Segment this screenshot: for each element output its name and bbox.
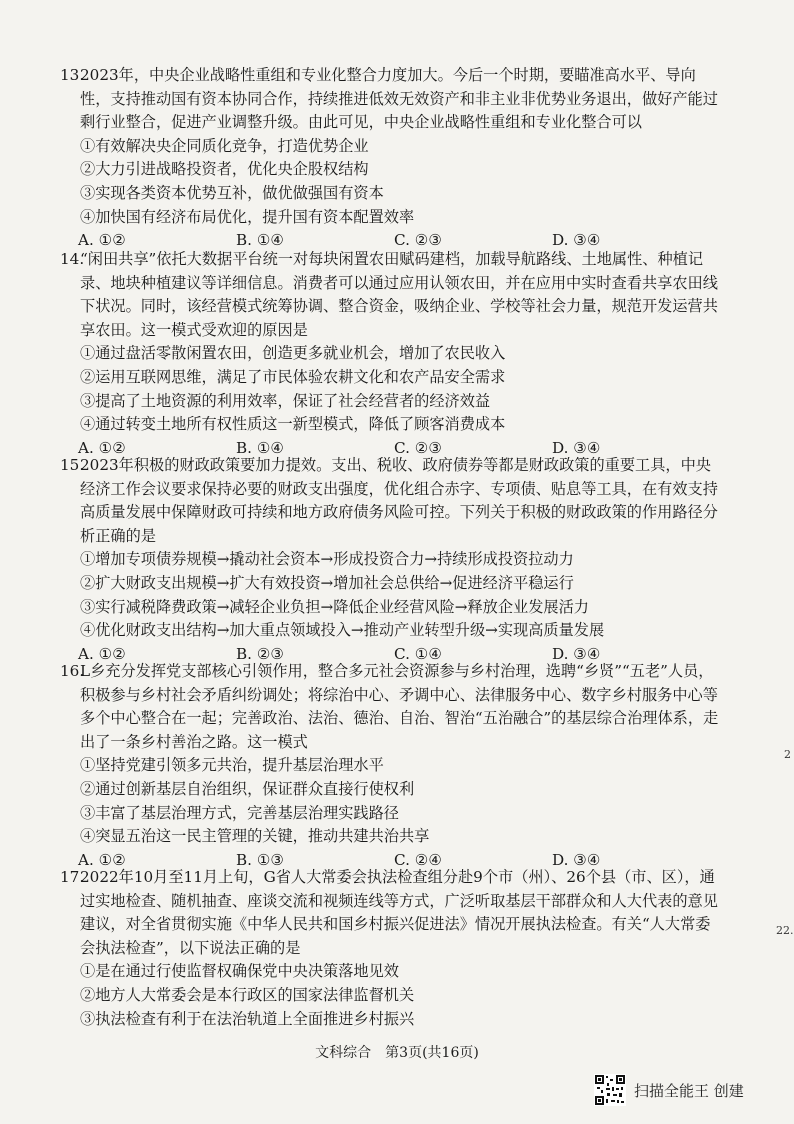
choice-a: A. ①② bbox=[78, 850, 126, 869]
qr-code-icon bbox=[594, 1074, 626, 1106]
question-14 bbox=[60, 248, 720, 460]
choice-d: D. ③④ bbox=[552, 644, 601, 663]
choice-c: C. ②③ bbox=[394, 231, 442, 250]
question-number: 13. bbox=[60, 66, 85, 84]
question-13 bbox=[60, 64, 720, 253]
question-number: 14. bbox=[60, 250, 85, 268]
question-number: 17. bbox=[60, 868, 85, 886]
choice-d: D. ③④ bbox=[552, 438, 601, 457]
watermark-text: 扫描全能王 创建 bbox=[634, 1081, 744, 1100]
question-stem: 2023年，中央企业战略性重组和专业化整合力度加大。今后一个时期，要瞄准高水平、导向性，支持推动国有资本协同合作，持续推进低效无效资产和非主业非优势业务退出，做好产能过剩行业整合，促进产业调整升级。由此可见，中央企业战略性重组和专业化整合可以 bbox=[80, 66, 718, 132]
choice-c: C. ②④ bbox=[394, 850, 442, 869]
option-3: ③丰富了基层治理方式，完善基层治理实践路径 bbox=[80, 803, 399, 822]
margin-mark: 2 bbox=[784, 748, 791, 761]
option-2: ②地方人大常委会是本行政区的国家法律监督机关 bbox=[80, 985, 415, 1004]
option-1: ①坚持党建引领多元共治，提升基层治理水平 bbox=[80, 756, 384, 775]
page-footer: 文科综合 第3页(共16页) bbox=[315, 1045, 479, 1061]
option-1: ①有效解决央企同质化竞争，打造优势企业 bbox=[80, 136, 369, 155]
question-stem: 2023年积极的财政政策要加力提效。支出、税收、政府债券等都是财政政策的重要工具，中央经济工作会议要求保持必要的财政支出强度，优化组合赤字、专项债、贴息等工具，在有效支持高质量发展中保障财政可持续和地方政府债务风险可控。下列关于积极的财政政策的作用路径分析正确的是 bbox=[80, 456, 718, 545]
option-4: ④优化财政支出结构→加大重点领域投入→推动产业转型升级→实现高质量发展 bbox=[80, 621, 605, 640]
question-15 bbox=[60, 454, 720, 666]
option-4: ④加快国有经济布局优化，提升国有资本配置效率 bbox=[80, 207, 415, 226]
option-4: ④突显五治这一民主管理的关键，推动共建共治共享 bbox=[80, 827, 430, 846]
choice-a: A. ①② bbox=[78, 644, 126, 663]
option-2: ②运用互联网思维，满足了市民体验农耕文化和农产品安全需求 bbox=[80, 367, 506, 386]
option-3: ③实行减税降费政策→减轻企业负担→降低企业经营风险→释放企业发展活力 bbox=[80, 597, 589, 616]
choice-b: B. ①③ bbox=[236, 850, 285, 869]
question-number: 16. bbox=[60, 662, 85, 680]
choice-a: A. ①② bbox=[78, 231, 126, 250]
option-1: ①是在通过行使监督权确保党中央决策落地见效 bbox=[80, 962, 399, 981]
option-1: ①通过盘活零散闲置农田，创造更多就业机会，增加了农民收入 bbox=[80, 344, 506, 363]
choice-b: B. ②③ bbox=[236, 644, 285, 663]
choice-c: C. ②③ bbox=[394, 438, 442, 457]
option-3: ③实现各类资本优势互补，做优做强国有资本 bbox=[80, 183, 384, 202]
margin-mark: 22. bbox=[776, 924, 794, 937]
question-number: 15. bbox=[60, 456, 85, 474]
option-2: ②扩大财政支出规模→扩大有效投资→增加社会总供给→促进经济平稳运行 bbox=[80, 573, 574, 592]
scanner-watermark bbox=[594, 1074, 744, 1106]
option-3: ③执法检查有利于在法治轨道上全面推进乡村振兴 bbox=[80, 1009, 415, 1028]
choice-d: D. ③④ bbox=[552, 231, 601, 250]
choice-b: B. ①④ bbox=[236, 231, 285, 250]
question-stem: L乡充分发挥党支部核心引领作用，整合多元社会资源参与乡村治理，选聘“乡贤”“五老”人员，积极参与乡村社会矛盾纠纷调处；将综治中心、矛调中心、法律服务中心、数字乡村服务中心等多个中心整合在一起；完善政治、法治、德治、自治、智治“五治融合”的基层综合治理体系，走出了一条乡村善治之路。这一模式 bbox=[80, 662, 719, 751]
question-17 bbox=[60, 866, 720, 1031]
choice-c: C. ①④ bbox=[394, 644, 442, 663]
option-1: ①增加专项债券规模→撬动社会资本→形成投资合力→持续形成投资拉动力 bbox=[80, 550, 574, 569]
question-stem: 2022年10月至11月上旬，G省人大常委会执法检查组分赴9个市（州）、26个县（市、区），通过实地检查、随机抽查、座谈交流和视频连线等方式，广泛听取基层干部群众和人大代表的意见建议，对全省贯彻实施《中华人民共和国乡村振兴促进法》情况开展执法检查。有关“人大常委会执法检查”，以下说法正确的是 bbox=[80, 868, 718, 957]
choice-d: D. ③④ bbox=[552, 850, 601, 869]
option-3: ③提高了土地资源的利用效率，保证了社会经营者的经济效益 bbox=[80, 391, 491, 410]
option-2: ②通过创新基层自治组织，保证群众直接行使权利 bbox=[80, 779, 415, 798]
question-stem: “闲田共享”依托大数据平台统一对每块闲置农田赋码建档，加载导航路线、土地属性、种植记录、地块种植建议等详细信息。消费者可以通过应用认领农田，并在应用中实时查看共享农田线下状况。同时，该经营模式统筹协调、整合资金，吸纳企业、学校等社会力量，规范开发运营共享农田。这一模式受欢迎的原因是 bbox=[80, 250, 718, 339]
choice-b: B. ①④ bbox=[236, 438, 285, 457]
option-2: ②大力引进战略投资者，优化央企股权结构 bbox=[80, 160, 369, 179]
choice-a: A. ①② bbox=[78, 438, 126, 457]
question-16 bbox=[60, 660, 720, 872]
option-4: ④通过转变土地所有权性质这一新型模式，降低了顾客消费成本 bbox=[80, 415, 506, 434]
